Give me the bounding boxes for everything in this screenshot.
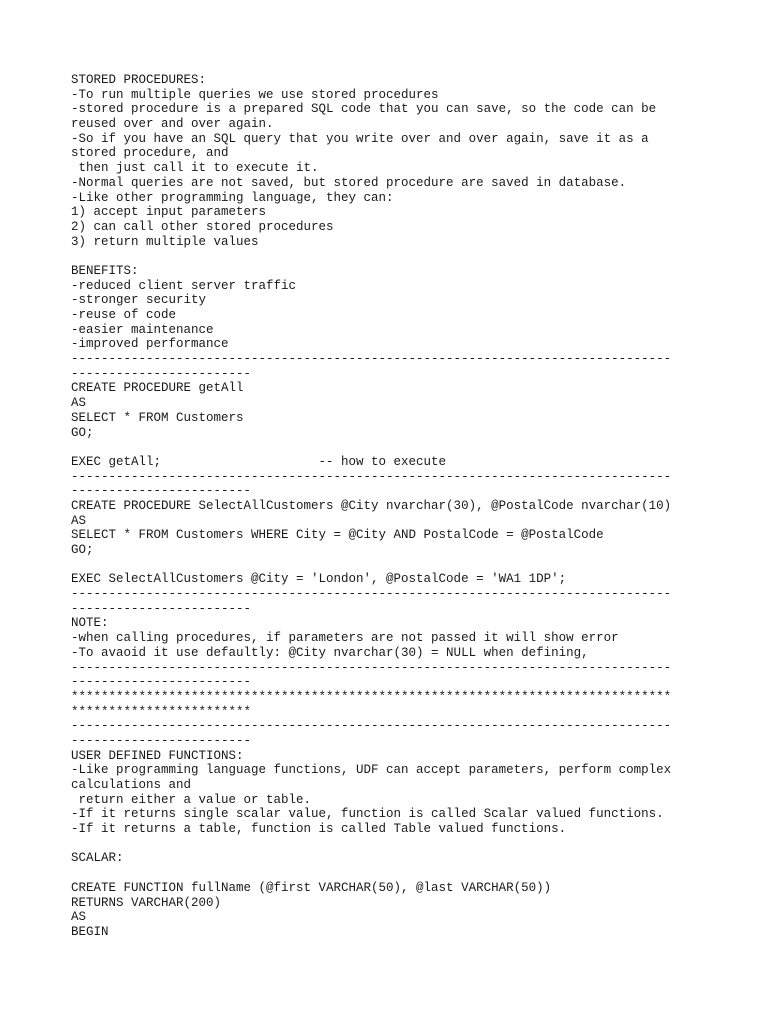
text-line xyxy=(71,249,711,264)
text-line: ------------------------ xyxy=(71,484,252,499)
text-line: 3) return multiple values xyxy=(71,234,259,249)
text-line: USER DEFINED FUNCTIONS: xyxy=(71,748,244,763)
text-line: reused over and over again. xyxy=(71,117,274,132)
text-line: SCALAR: xyxy=(71,851,124,866)
text-line xyxy=(71,866,711,881)
text-line: calculations and xyxy=(71,778,192,792)
text-line xyxy=(71,837,711,852)
text-line: -Like programming language functions, UDF can accept parameters, perform complex xyxy=(71,763,672,778)
text-line: BEGIN xyxy=(71,924,109,939)
text-line: -To run multiple queries we use stored procedures xyxy=(71,87,439,102)
text-line: GO; xyxy=(71,425,94,440)
text-line: -easier maintenance xyxy=(71,322,214,337)
text-line: -stored procedure is a prepared SQL code that you can save, so the code can be xyxy=(71,102,657,117)
text-line: -reduced client server traffic xyxy=(71,278,297,293)
text-line: CREATE FUNCTION fullName (@first VARCHAR(50), @last VARCHAR(50)) xyxy=(71,880,552,895)
text-line: ------------------------ xyxy=(71,601,252,616)
text-line: GO; xyxy=(71,543,94,557)
text-line: -------------------------------------------------------------------------------- xyxy=(71,660,672,675)
text-line: return either a value or table. xyxy=(71,792,312,807)
text-line: -To avaoid it use defaultly: @City nvarchar(30) = NULL when defining, xyxy=(71,645,589,660)
text-line: -------------------------------------------------------------------------------- xyxy=(71,719,672,734)
text-line: CREATE PROCEDURE getAll xyxy=(71,381,244,396)
text-line: then just call it to execute it. xyxy=(71,161,319,176)
text-line: RETURNS VARCHAR(200) xyxy=(71,895,222,910)
text-line: SELECT * FROM Customers WHERE City = @City AND PostalCode = @PostalCode xyxy=(71,528,604,543)
text-line: BENEFITS: xyxy=(71,263,139,278)
text-line: -Normal queries are not saved, but stored procedure are saved in database. xyxy=(71,175,627,190)
text-line: CREATE PROCEDURE SelectAllCustomers @City nvarchar(30), @PostalCode nvarchar(10) xyxy=(71,498,672,513)
text-line: AS xyxy=(71,910,87,925)
text-line xyxy=(71,558,711,573)
text-line: -reuse of code xyxy=(71,308,177,322)
text-line: -So if you have an SQL query that you write over and over again, save it as a xyxy=(71,131,649,146)
text-line: 2) can call other stored procedures xyxy=(71,219,334,234)
text-line: ------------------------ xyxy=(71,675,252,690)
document-page xyxy=(71,73,711,940)
text-line: -improved performance xyxy=(71,337,229,352)
text-line: stored procedure, and xyxy=(71,146,229,161)
text-line: EXEC getAll; -- how to execute xyxy=(71,454,447,469)
text-line: AS xyxy=(71,513,87,528)
text-line: ******************************************************************************** xyxy=(71,689,672,704)
text-line: 1) accept input parameters xyxy=(71,205,267,220)
text-line: STORED PROCEDURES: xyxy=(71,73,207,87)
text-line: EXEC SelectAllCustomers @City = 'London', @PostalCode = 'WA1 1DP'; xyxy=(71,572,567,587)
text-line: -If it returns single scalar value, function is called Scalar valued functions. xyxy=(71,807,664,822)
text-line: AS xyxy=(71,396,87,411)
text-line: SELECT * FROM Customers xyxy=(71,410,244,425)
text-line: ------------------------ xyxy=(71,733,252,748)
text-line: -------------------------------------------------------------------------------- xyxy=(71,352,672,367)
text-line: ------------------------ xyxy=(71,366,252,381)
text-line xyxy=(71,440,711,455)
text-line: -stronger security xyxy=(71,293,207,308)
text-line: -If it returns a table, function is called Table valued functions. xyxy=(71,822,567,837)
text-line: -Like other programming language, they can: xyxy=(71,190,394,205)
text-line: ************************ xyxy=(71,704,252,719)
text-line: -------------------------------------------------------------------------------- xyxy=(71,587,672,602)
text-line: -------------------------------------------------------------------------------- xyxy=(71,469,672,484)
text-line: NOTE: xyxy=(71,616,109,631)
text-line: -when calling procedures, if parameters are not passed it will show error xyxy=(71,631,619,646)
